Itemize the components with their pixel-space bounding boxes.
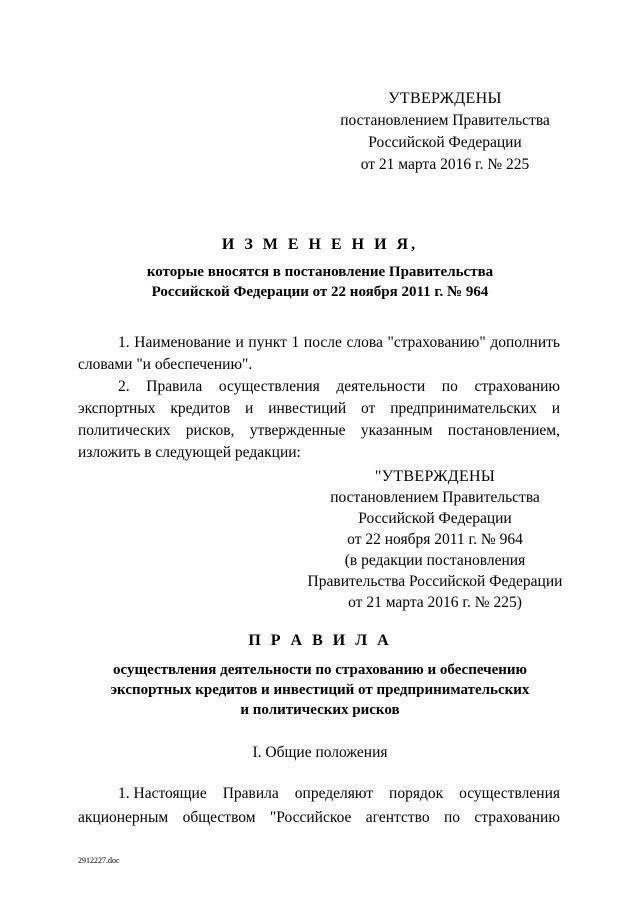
section-heading: I. Общие положения	[252, 744, 388, 761]
rules-subtitle-line: экспортных кредитов и инвестиций от предпринимательских	[110, 682, 530, 698]
quoted-approval-line: от 22 ноября 2011 г. № 964	[347, 531, 523, 548]
paragraph-line	[78, 806, 560, 830]
word: акционерным	[78, 809, 169, 826]
word: обществом	[182, 809, 256, 826]
approval-line: постановлением Правительства	[340, 112, 550, 129]
word: 1. Настоящие	[118, 785, 207, 802]
approval-heading: УТВЕРЖДЕНЫ	[388, 90, 502, 107]
approval-line: от 21 марта 2016 г. № 225	[360, 156, 530, 173]
quoted-approval-block	[300, 466, 570, 613]
paragraph-2: 2. Правила осуществления деятельности по страхованию экспортных кредитов и инвестиций от предпринимательских и политических рисков, утвержденные указанным постановлением, изложить в следующей редакции:	[78, 378, 560, 461]
changes-subtitle-line: которые вносятся в постановление Правительства	[146, 264, 494, 280]
word: Правила	[222, 785, 279, 802]
word: порядок	[389, 785, 444, 802]
paragraph-1: 1. Наименование и пункт 1 после слова "страхованию" дополнить словами "и обеспечению".	[78, 334, 560, 373]
word: "Российское	[269, 809, 352, 826]
footer-doc-id: 2912227.doc	[78, 856, 120, 865]
rules-title: П Р А В И Л А	[248, 632, 392, 649]
quoted-approval-line: Правительства Российской Федерации	[307, 573, 563, 590]
quoted-approval-line: (в редакции постановления	[344, 552, 526, 569]
quoted-approval-line: Российской Федерации	[358, 510, 512, 527]
quoted-approval-heading: "УТВЕРЖДЕНЫ	[374, 468, 496, 485]
rules-subtitle	[0, 660, 640, 720]
word: страхованию	[474, 809, 560, 826]
word: определяют	[294, 785, 374, 802]
word: по	[443, 809, 461, 826]
rules-subtitle-line: осуществления деятельности по страхованию и обеспечению	[113, 662, 527, 678]
quoted-approval-line: от 21 марта 2016 г. № 225)	[348, 594, 522, 611]
changes-title: И З М Е Н Е Н И Я,	[221, 236, 419, 253]
word: осуществления	[459, 785, 560, 802]
paragraph-rules-1	[78, 782, 560, 830]
paragraph-line	[78, 782, 560, 806]
rules-subtitle-line: и политических рисков	[240, 702, 400, 718]
word: агентство	[365, 809, 430, 826]
changes-subtitle-line: Российской Федерации от 22 ноября 2011 г. № 964	[151, 284, 489, 300]
approval-line: Российской Федерации	[368, 134, 522, 151]
approval-block	[330, 88, 560, 176]
changes-subtitle	[0, 262, 640, 302]
quoted-approval-line: постановлением Правительства	[330, 489, 540, 506]
